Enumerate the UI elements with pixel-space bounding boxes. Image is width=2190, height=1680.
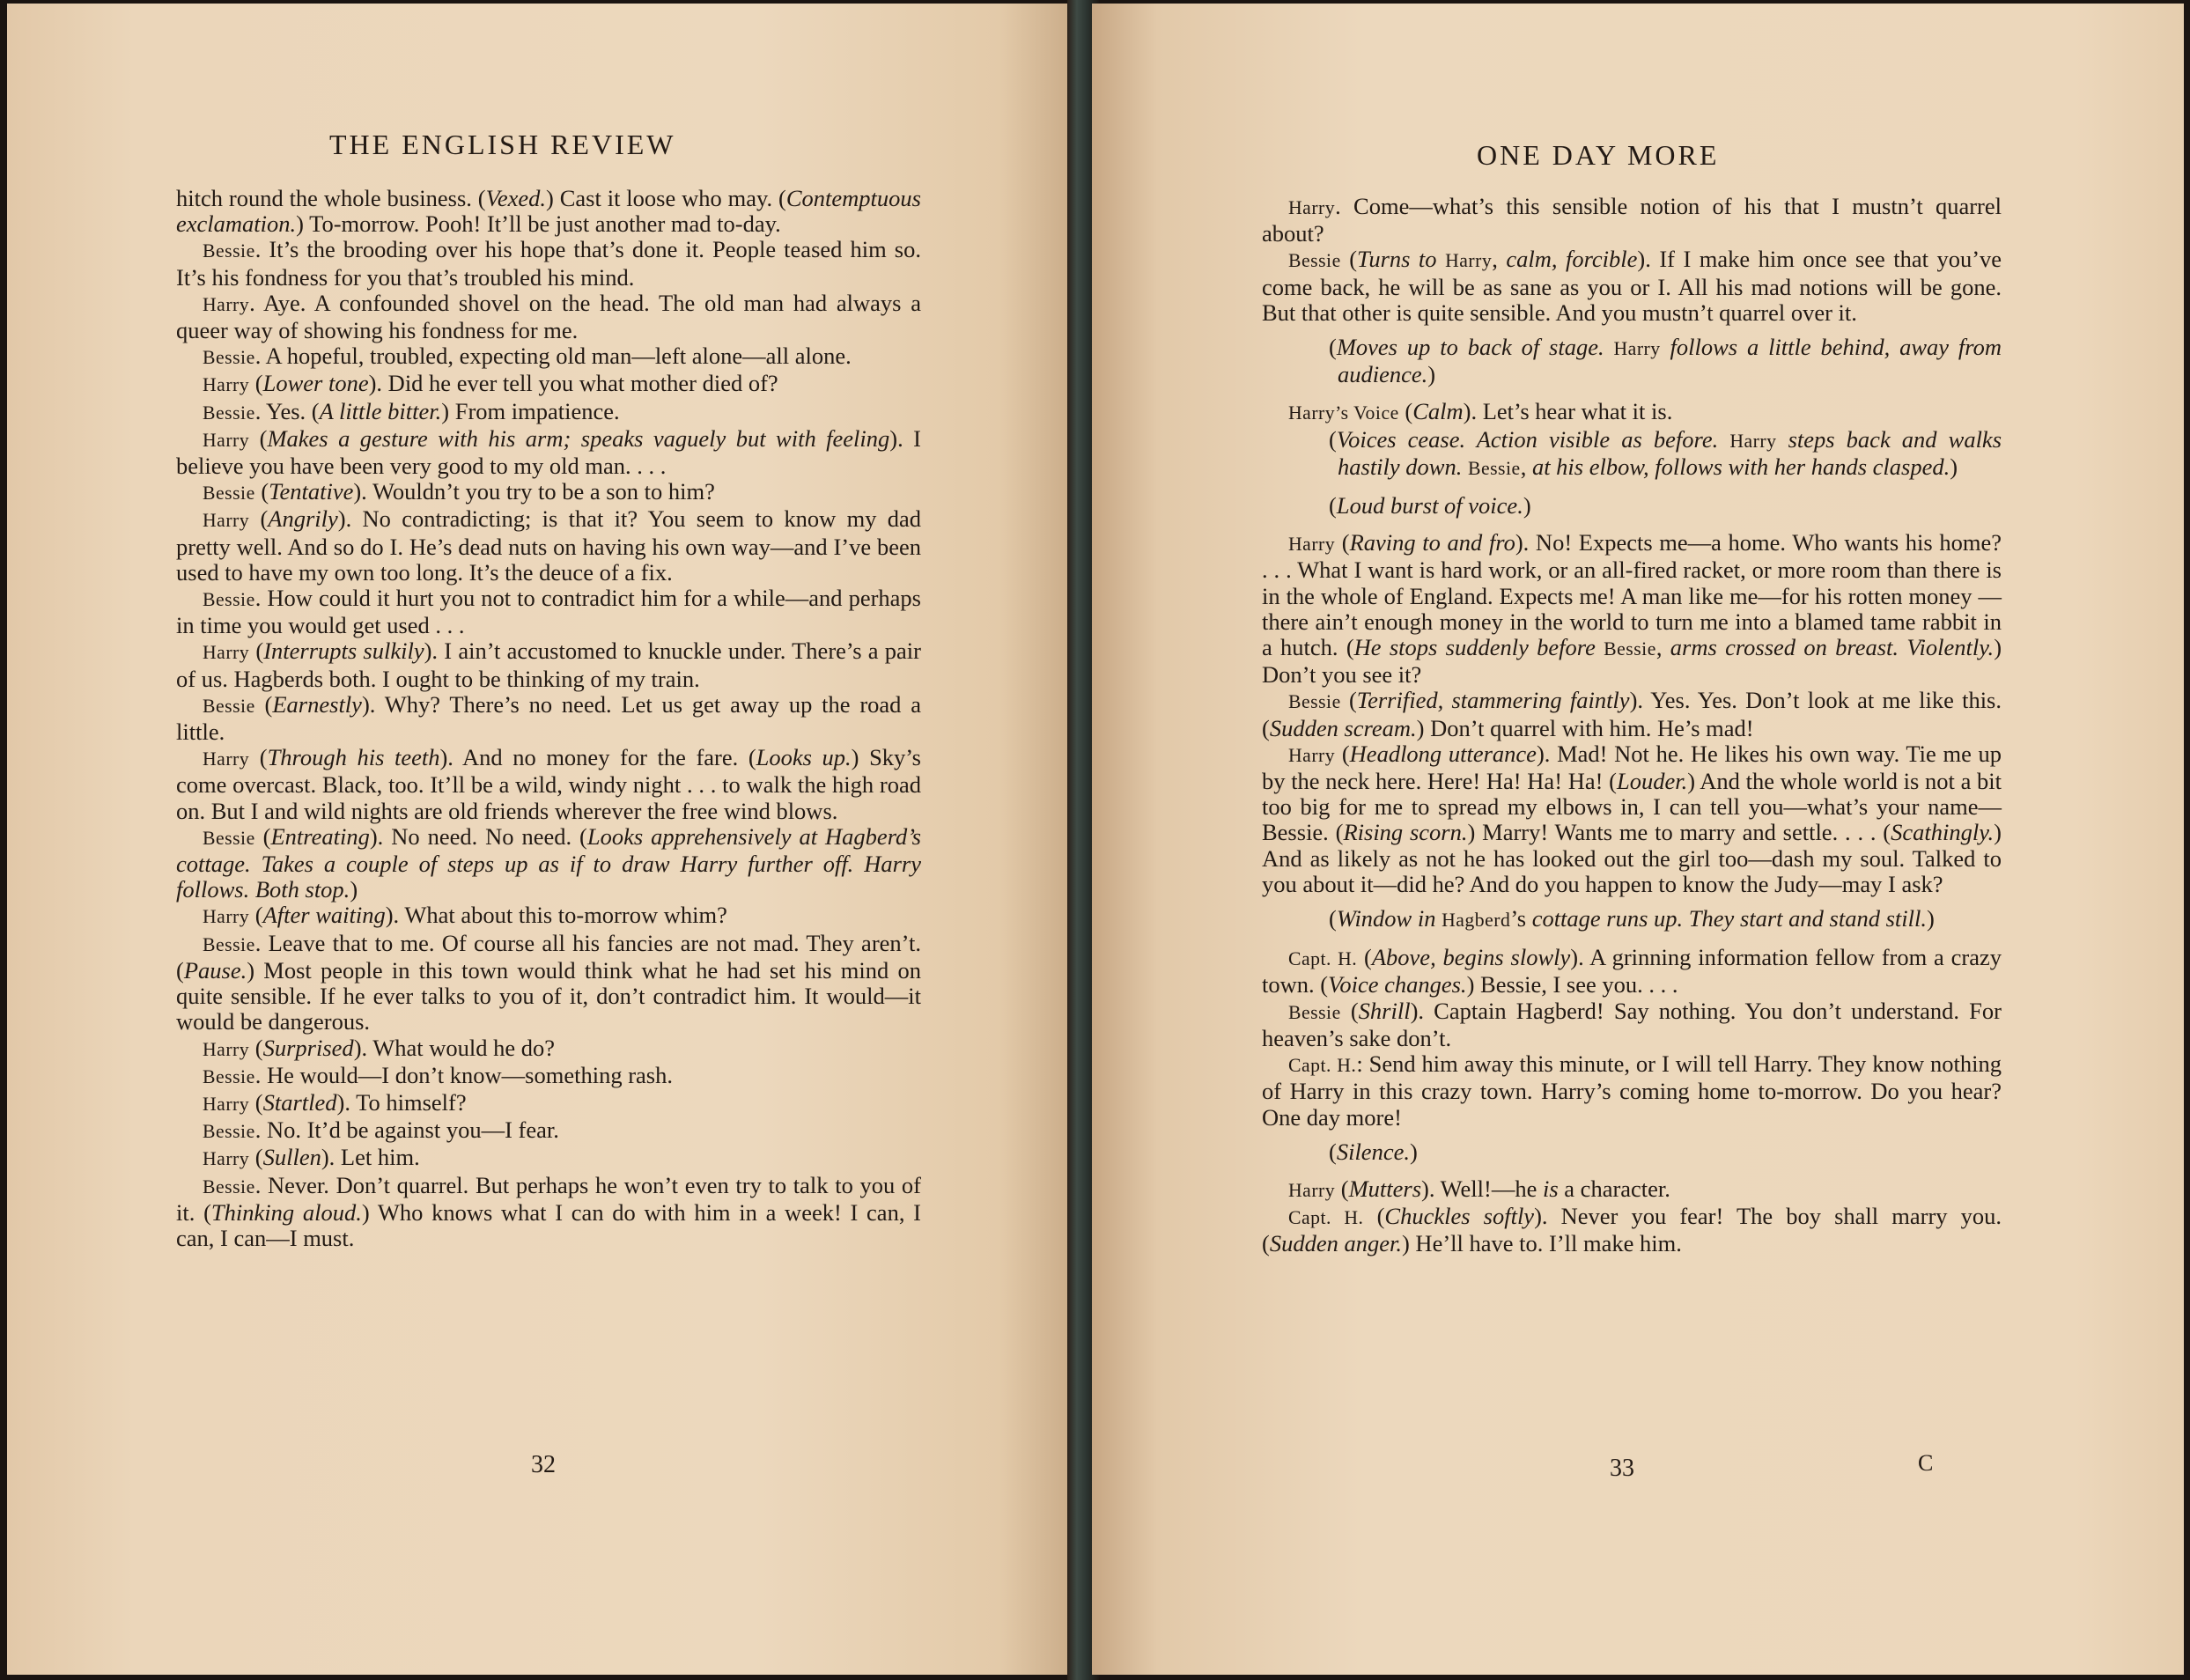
speech — [176, 479, 921, 506]
speech-text: (Headlong utterance). Mad! Not he. He likes his own way. Tie me up by the neck here. Here! Ha! Ha! Ha! (Louder.) And the whole world is not a bit too big for me to spread my elbows in, I can tell you—what’s your name—Bessie. (Rising scorn.) Marry! Wants me to marry and settle. . . . (Scathingly.) And as likely as not he has looked out the girl too—dash my soul. Talked to you about it—did he? And do you happen to know the Judy—may I ask? — [1262, 740, 2002, 897]
speech — [176, 426, 921, 479]
speech-text: . Leave that to me. Of course all his fancies are not mad. They aren’t. (Pause.) Most people in this town would think what he had set his mind on quite sensible. If he ever talks to you of it, don’t contradict him. It would—it would be dangerous. — [176, 929, 921, 1035]
speech — [1262, 247, 2002, 326]
speech — [176, 931, 921, 1035]
speech — [1262, 1051, 2002, 1131]
speech-text: (Sullen). Let him. — [249, 1144, 420, 1171]
speech-text: (Above, begins slowly). A grinning information fellow from a crazy town. (Voice changes.) Bessie, I see you. . . . — [1262, 944, 2002, 998]
speech-text: (Tentative). Wouldn’t you try to be a son to him? — [254, 478, 715, 505]
speaker-name: Bessie — [203, 402, 255, 424]
speech — [176, 586, 921, 638]
speech-text: (Earnestly). Why? There’s no need. Let us get away up the road a little. — [176, 690, 922, 746]
speech — [1262, 945, 2002, 998]
speaker-name: Bessie — [203, 1121, 255, 1143]
speech — [176, 1173, 921, 1252]
speech — [176, 1063, 921, 1090]
speech-text: hitch round the whole business. (Vexed.) Cast it loose who may. (Contemptuous exclamation.) To-morrow. Pooh! It’ll be just another mad to-day. — [176, 185, 921, 238]
speaker-name: Bessie — [1288, 691, 1341, 713]
speaker-name: Harry — [1288, 534, 1336, 556]
speech — [176, 903, 921, 930]
speech — [1262, 998, 2002, 1051]
speaker-name: Harry — [203, 429, 250, 451]
signature-mark: C — [1918, 1450, 1934, 1476]
speaker-name: Harry — [1288, 744, 1336, 766]
speaker-name: Bessie — [203, 933, 255, 955]
speech — [176, 371, 921, 398]
speech-text: (Raving to and fro). No! Expects me—a home. Who wants his home? . . . What I want is hard work, or an all-fired racket, or more room than there is in the whole of England. Expects me! A man like me—for his rotten money —there ain’t enough money in the world to turn me into a blamed tame rabbit in a hutch. (He stops suddenly before Bessie, arms crossed on breast. Violently.) Don’t you see it? — [1262, 529, 2002, 689]
stage-direction: (Loud burst of voice.) — [1329, 492, 1531, 519]
speaker-name: Harry’s Voice — [1288, 402, 1399, 424]
speech-text: . Yes. (A little bitter.) From impatience. — [254, 397, 620, 424]
speaker-name: Capt. H. — [1288, 948, 1358, 970]
speaker-name: Capt. H. — [1288, 1055, 1357, 1077]
speech — [176, 692, 921, 745]
speech-text: : Send him away this minute, or I will tell Harry. They know nothing of Harry in this crazy town. Harry’s coming home to-morrow. Do you hear? One day more! — [1262, 1050, 2002, 1131]
speech-text: (Entreating). No need. No need. (Looks apprehensively at Hagberd’s cottage. Takes a couple of steps up as if to draw Harry further off. Harry follows. Both stop.) — [176, 822, 921, 903]
speaker-name: Harry — [203, 906, 250, 928]
page-number: 32 — [531, 1451, 556, 1478]
speaker-name: Bessie — [203, 695, 255, 717]
running-head: ONE DAY MORE — [1477, 139, 1720, 171]
stage-direction: (Voices cease. Action visible as before. Harry steps back and walks hastily down. Bessie, at his elbow, follows with her hands clasped.) — [1329, 425, 2002, 480]
right-page — [1092, 4, 2184, 1675]
speech — [176, 1090, 921, 1117]
speaker-name: Harry — [1288, 1179, 1336, 1201]
speech-text: (Surprised). What would he do? — [249, 1034, 556, 1061]
speech — [176, 399, 921, 426]
speaker-name: Bessie — [203, 347, 255, 369]
speech — [176, 291, 921, 343]
speech — [176, 1145, 921, 1172]
speech — [1262, 399, 2002, 426]
stage-direction: (Moves up to back of stage. Harry follows a little behind, away from audience.) — [1329, 334, 2002, 388]
speaker-name: Harry — [203, 374, 250, 396]
speech-text: (Makes a gesture with his arm; speaks vaguely but with feeling). I believe you have been very good to my old man. . . . — [176, 424, 921, 480]
speech — [176, 506, 921, 586]
speech-text: . Never. Don’t quarrel. But perhaps he won’t even try to talk to you of it. (Thinking aloud.) Who knows what I can do with him in a week! I can, I can, I can—I must. — [176, 1171, 921, 1251]
stage-direction: (Window in Hagberd’s cottage runs up. They start and stand still.) — [1329, 905, 1935, 932]
speaker-name: Harry — [203, 1148, 250, 1170]
speech — [1262, 1176, 2002, 1204]
continued-speech — [176, 186, 921, 237]
speaker-name: Harry — [203, 293, 250, 315]
speaker-name: Bessie — [203, 483, 255, 505]
speech-text: . It’s the brooding over his hope that’s done it. People teased him so. It’s his fondness for you that’s troubled his mind. — [176, 236, 921, 291]
page-text — [176, 186, 921, 1251]
speech-text: (Calm). Let’s hear what it is. — [1398, 398, 1673, 425]
speech — [1262, 530, 2002, 688]
speech — [176, 237, 921, 290]
speaker-name: Harry — [1288, 197, 1336, 218]
speaker-name: Harry — [203, 642, 250, 664]
speech — [176, 1117, 921, 1145]
speech-text: . Aye. A confounded shovel on the head. The old man had always a queer way of showing his fondness for me. — [176, 289, 921, 344]
speech-text: . Come—what’s this sensible notion of his that I mustn’t quarrel about? — [1262, 193, 2002, 247]
speech-text: (Lower tone). Did he ever tell you what mother died of? — [249, 370, 778, 397]
speech-text: (Terrified, stammering faintly). Yes. Yes. Don’t look at me like this. (Sudden scream.) Don’t quarrel with him. He’s mad! — [1262, 687, 2002, 741]
speech-text: (Interrupts sulkily). I ain’t accustomed to knuckle under. There’s a pair of us. Hagberds both. I ought to be thinking of my train. — [176, 637, 921, 692]
left-page — [7, 4, 1074, 1675]
speaker-name: Bessie — [203, 1065, 255, 1087]
speech-text: . A hopeful, troubled, expecting old man—left alone—all alone. — [254, 343, 852, 370]
speech — [176, 745, 921, 824]
speech — [176, 1035, 921, 1063]
speech-text: (Turns to Harry, calm, forcible). If I make him once see that you’ve come back, he will be as sane as you or I. All his mad notions will be gone. But that other is quite sensible. And you mustn’t quarrel over it. — [1262, 246, 2002, 326]
speech-text: (Mutters). Well!—he is a character. — [1335, 1175, 1670, 1202]
speaker-name: Bessie — [203, 240, 255, 262]
speech-text: . How could it hurt you not to contradict him for a while—and perhaps in time you would get used . . . — [176, 585, 921, 639]
speech-text: (Through his teeth). And no money for the fare. (Looks up.) Sky’s come overcast. Black, too. It’ll be a wild, windy night . . . to walk the high road on. But I and wild nights are old friends wherever the free wind blows. — [176, 744, 921, 824]
speech — [176, 824, 921, 903]
speech — [1262, 1204, 2002, 1256]
speaker-name: Harry — [203, 510, 250, 532]
speaker-name: Bessie — [203, 827, 255, 849]
running-head: THE ENGLISH REVIEW — [329, 129, 676, 160]
page-number: 33 — [1610, 1455, 1634, 1482]
speaker-name: Bessie — [1288, 1001, 1341, 1023]
speech — [176, 638, 921, 691]
speech-text: . He would—I don’t know—something rash. — [254, 1061, 673, 1088]
speech — [1262, 741, 2002, 897]
page-text — [1262, 194, 2002, 1257]
speech-text: (Startled). To himself? — [249, 1088, 467, 1116]
speech — [1262, 688, 2002, 741]
speaker-name: Bessie — [203, 1175, 255, 1197]
speech — [176, 343, 921, 371]
speaker-name: Harry — [203, 1093, 250, 1115]
speech-text: (Chuckles softly). Never you fear! The boy shall marry you. (Sudden anger.) He’ll have to. I’ll make him. — [1262, 1203, 2002, 1257]
speaker-name: Bessie — [1288, 250, 1341, 272]
speaker-name: Harry — [203, 1038, 250, 1060]
speech — [1262, 194, 2002, 247]
speech-text: . No. It’d be against you—I fear. — [254, 1116, 559, 1144]
speech-text: (Shrill). Captain Hagberd! Say nothing. You don’t understand. For heaven’s sake don’t. — [1262, 997, 2002, 1051]
speech-text: (After waiting). What about this to-morrow whim? — [249, 902, 727, 929]
stage-direction: (Silence.) — [1329, 1138, 1418, 1165]
speaker-name: Harry — [203, 748, 250, 770]
speech-text: (Angrily). No contradicting; is that it? You seem to know my dad pretty well. And so do I. He’s dead nuts on having his own way—and I’ve been used to have my own too long. It’s the deuce of a fix. — [176, 505, 921, 586]
speaker-name: Bessie — [203, 589, 255, 611]
speaker-name: Capt. H. — [1288, 1207, 1364, 1229]
